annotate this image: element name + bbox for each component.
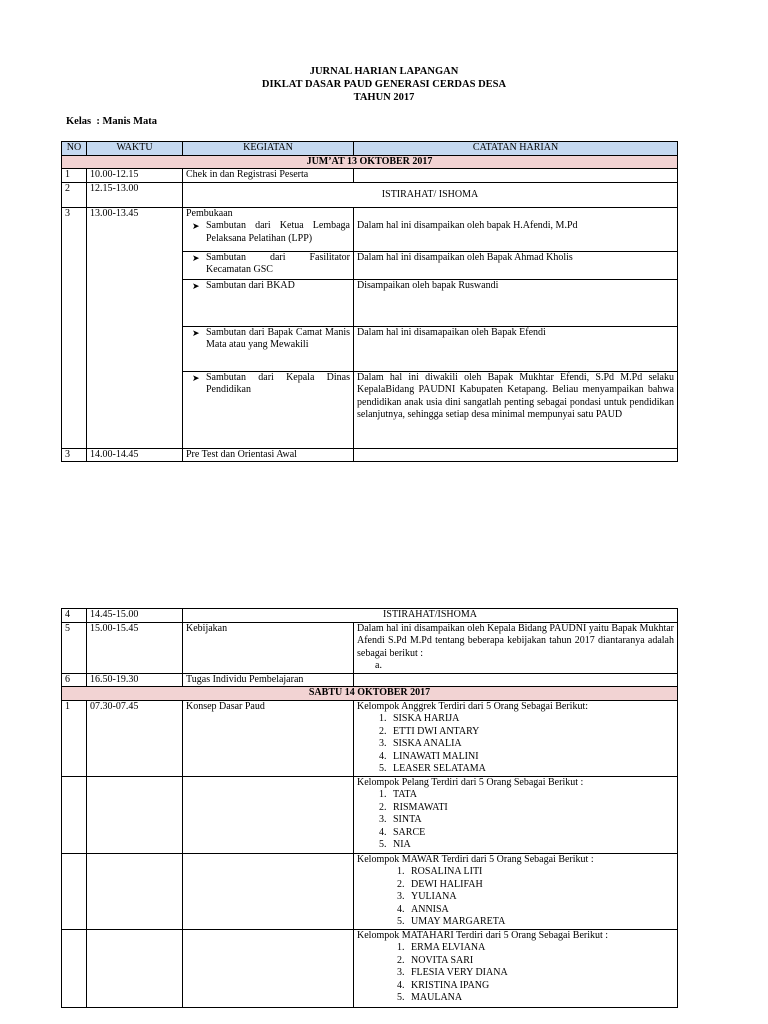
list-item: 1. ROSALINA LITI	[407, 866, 674, 879]
list-item: 1. SISKA HARIJA	[389, 713, 674, 726]
cell-catatan	[354, 929, 678, 1007]
cell-no: 6	[62, 673, 87, 687]
cell-kegiatan: Kebijakan	[183, 622, 354, 673]
cell-catatan: Dalam hal ini disamapaikan oleh Bapak Efendi	[354, 326, 678, 371]
member-list	[357, 789, 674, 852]
table-row	[62, 182, 678, 207]
cell-kegiatan	[183, 853, 354, 929]
cell-waktu: 13.00-13.45	[87, 207, 183, 448]
list-item: 3. SINTA	[389, 814, 674, 827]
table-row	[62, 673, 678, 687]
catatan-text: Dalam hal ini disampaikan oleh bapak H.Afendi, M.Pd	[357, 219, 578, 231]
table-header-row	[62, 142, 678, 156]
list-item: 5. NIA	[389, 839, 674, 852]
list-item: 4. KRISTINA IPANG	[407, 980, 674, 993]
day-label: SABTU 14 OKTOBER 2017	[62, 687, 678, 701]
cell-no: 3	[62, 448, 87, 462]
arrow-bullet-icon: ➤	[192, 372, 200, 383]
cell-kegiatan: Konsep Dasar Paud	[183, 700, 354, 776]
sub-item-text: Sambutan dari Kepala Dinas Pendidikan	[206, 371, 350, 395]
table-row	[62, 622, 678, 673]
day-label: JUM’AT 13 OKTOBER 2017	[62, 155, 678, 169]
cell-no: 1	[62, 169, 87, 183]
member-list	[357, 866, 674, 929]
journal-table-2	[61, 608, 678, 1008]
table-row	[62, 853, 678, 929]
sub-item	[186, 372, 350, 397]
table-row	[62, 776, 678, 853]
col-header-no: NO	[62, 142, 87, 156]
group-title: Kelompok MAWAR Terdiri dari 5 Orang Sebagai Berikut :	[357, 853, 594, 865]
kelas-label: Kelas	[66, 116, 92, 127]
list-item: 1. TATA	[389, 789, 674, 802]
cell-waktu: 16.50-19.30	[87, 673, 183, 687]
journal-table-1	[61, 141, 678, 462]
list-item: 4. SARCE	[389, 827, 674, 840]
list-item: 4. LINAWATI MALINI	[389, 751, 674, 764]
cell-no	[62, 853, 87, 929]
list-item: 2. RISMAWATI	[389, 802, 674, 815]
list-item: 3. SISKA ANALIA	[389, 738, 674, 751]
cell-no: 2	[62, 182, 87, 207]
doc-title-line2: DIKLAT DASAR PAUD GENERASI CERDAS DESA	[261, 79, 507, 90]
col-header-catatan: CATATAN HARIAN	[354, 142, 678, 156]
cell-waktu: 12.15-13.00	[87, 182, 183, 207]
table-row	[62, 207, 678, 251]
group-title: Kelompok Pelang Terdiri dari 5 Orang Sebagai Berikut :	[357, 776, 584, 788]
cell-catatan	[354, 448, 678, 462]
day-row	[62, 687, 678, 701]
cell-kegiatan	[183, 251, 354, 279]
arrow-bullet-icon: ➤	[192, 221, 200, 231]
sub-item	[186, 327, 350, 352]
arrow-bullet-icon: ➤	[192, 280, 200, 291]
cell-no: 4	[62, 609, 87, 623]
sub-item-text: Sambutan dari Bapak Camat Manis Mata atau yang Mewakili	[206, 326, 350, 350]
cell-no	[62, 929, 87, 1007]
col-header-kegiatan: KEGIATAN	[183, 142, 354, 156]
cell-kegiatan	[183, 929, 354, 1007]
cell-kegiatan: Tugas Individu Pembelajaran	[183, 673, 354, 687]
doc-title-line1: JURNAL HARIAN LAPANGAN	[309, 66, 459, 77]
sub-point: a.	[375, 660, 382, 671]
cell-catatan	[354, 776, 678, 853]
list-item: 3. FLESIA VERY DIANA	[407, 967, 674, 980]
member-list	[357, 942, 674, 1005]
table-row	[62, 169, 678, 183]
cell-waktu: 14.45-15.00	[87, 609, 183, 623]
cell-waktu: 10.00-12.15	[87, 169, 183, 183]
cell-catatan	[354, 622, 678, 673]
cell-waktu	[87, 853, 183, 929]
cell-waktu: 15.00-15.45	[87, 622, 183, 673]
group-title: Kelompok MATAHARI Terdiri dari 5 Orang Sebagai Berikut :	[357, 929, 609, 941]
cell-catatan	[354, 169, 678, 183]
day-row	[62, 155, 678, 169]
table-row	[62, 448, 678, 462]
arrow-bullet-icon: ➤	[192, 252, 200, 263]
cell-waktu: 14.00-14.45	[87, 448, 183, 462]
table-row	[62, 700, 678, 776]
sub-item	[186, 252, 350, 277]
kelas-line	[66, 116, 157, 127]
cell-waktu	[87, 776, 183, 853]
cell-catatan: ISTIRAHAT/ISHOMA	[183, 609, 678, 623]
group-title: Kelompok Anggrek Terdiri dari 5 Orang Sebagai Berikut:	[357, 700, 589, 712]
arrow-bullet-icon: ➤	[192, 327, 200, 338]
cell-kegiatan	[183, 776, 354, 853]
table-row	[62, 609, 678, 623]
kegiatan-heading: Pembukaan	[186, 207, 233, 219]
cell-kegiatan	[183, 207, 354, 251]
cell-catatan: Dalam hal ini disampaikan oleh Bapak Ahmad Kholis	[354, 251, 678, 279]
cell-catatan: ISTIRAHAT/ ISHOMA	[183, 182, 678, 207]
cell-kegiatan	[183, 371, 354, 448]
cell-catatan	[354, 700, 678, 776]
table-row	[62, 929, 678, 1007]
cell-no	[62, 776, 87, 853]
cell-waktu: 07.30-07.45	[87, 700, 183, 776]
kelas-value: : Manis Mata	[96, 116, 158, 127]
member-list	[357, 713, 674, 776]
cell-kegiatan: Chek in dan Registrasi Peserta	[183, 169, 354, 183]
cell-catatan	[354, 673, 678, 687]
col-header-waktu: WAKTU	[87, 142, 183, 156]
list-item: 2. ETTI DWI ANTARY	[389, 726, 674, 739]
catatan-text: Dalam hal ini disampaikan oleh Kepala Bidang PAUDNI yaitu Bapak Mukhtar Afendi S.Pd M.Pd tentang beberapa kebijakan tahun 2017 diantaranya adalah sebagai berikut :	[357, 622, 674, 659]
cell-no: 3	[62, 207, 87, 448]
doc-title-line3: TAHUN 2017	[353, 92, 415, 103]
cell-catatan: Disampaikan oleh bapak Ruswandi	[354, 279, 678, 326]
sub-item	[186, 280, 350, 293]
sub-item-text: Sambutan dari Fasilitator Kecamatan GSC	[206, 251, 350, 275]
list-item: 1. ERMA ELVIANA	[407, 942, 674, 955]
sub-item-text: Sambutan dari Ketua Lembaga Pelaksana Pelatihan (LPP)	[206, 220, 350, 244]
sub-item-text: Sambutan dari BKAD	[206, 279, 295, 291]
list-item: 3. YULIANA	[407, 891, 674, 904]
cell-no: 1	[62, 700, 87, 776]
list-item: 5. LEASER SELATAMA	[389, 763, 674, 776]
cell-catatan	[354, 207, 678, 251]
cell-kegiatan	[183, 279, 354, 326]
list-item: 5. UMAY MARGARETA	[407, 916, 674, 929]
cell-catatan: Dalam hal ini diwakili oleh Bapak Mukhtar Efendi, S.Pd M.Pd selaku KepalaBidang PAUDNI Kabupaten Ketapang. Beliau menyampaikan bahwa pendidikan anak usia dini sangatlah penting sebagai pondasi untuk pendidikan selanjutnya, sehingga setiap desa minimal mempunyai satu PAUD	[354, 371, 678, 448]
list-item: 4. ANNISA	[407, 904, 674, 917]
cell-no: 5	[62, 622, 87, 673]
list-item: 2. NOVITA SARI	[407, 955, 674, 968]
cell-kegiatan: Pre Test dan Orientasi Awal	[183, 448, 354, 462]
list-item: 5. MAULANA	[407, 992, 674, 1005]
cell-waktu	[87, 929, 183, 1007]
sub-item	[186, 220, 350, 245]
cell-kegiatan	[183, 326, 354, 371]
list-item: 2. DEWI HALIFAH	[407, 879, 674, 892]
cell-catatan	[354, 853, 678, 929]
